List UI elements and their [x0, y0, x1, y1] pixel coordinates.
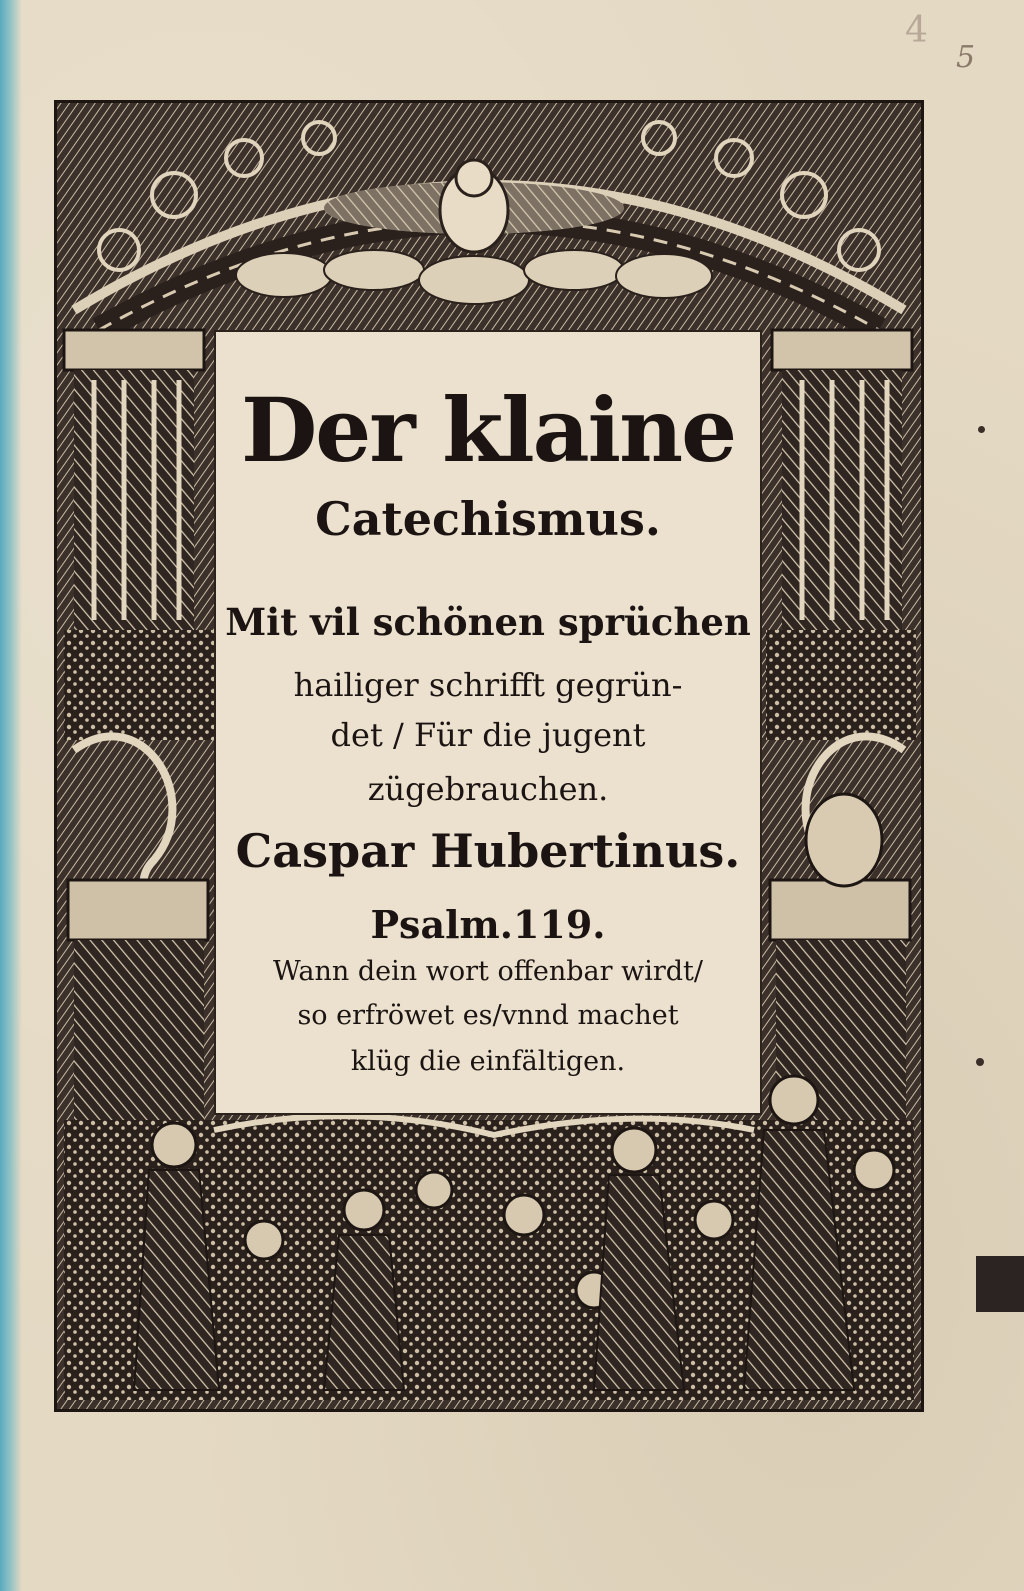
- title-panel: [214, 330, 762, 1115]
- tab-marker: [976, 1256, 1024, 1312]
- description-line-4: zügebrauchen.: [367, 770, 609, 808]
- ink-speck: [978, 426, 985, 433]
- author: Caspar Hubertinus.: [235, 824, 741, 878]
- folio-number: 5: [956, 40, 976, 75]
- folio-mark: 4: [905, 10, 928, 51]
- title: Der klaine: [240, 378, 736, 482]
- quotation-line-2: so erfröwet es/vnnd machet: [297, 1000, 679, 1031]
- description-line-3: det / Für die jugent: [330, 716, 646, 754]
- quotation-line-3: klüg die einfältigen.: [350, 1046, 626, 1077]
- description-line-1: Mit vil schönen sprüchen: [225, 600, 751, 644]
- subtitle: Catechismus.: [315, 492, 661, 546]
- quotation-line-1: Wann dein wort offenbar wirdt/: [273, 956, 703, 987]
- psalm-reference: Psalm.119.: [370, 902, 606, 947]
- ink-speck: [976, 1058, 984, 1066]
- description-line-2: hailiger schrifft gegrün-: [293, 666, 683, 704]
- binding-edge: [0, 0, 22, 1591]
